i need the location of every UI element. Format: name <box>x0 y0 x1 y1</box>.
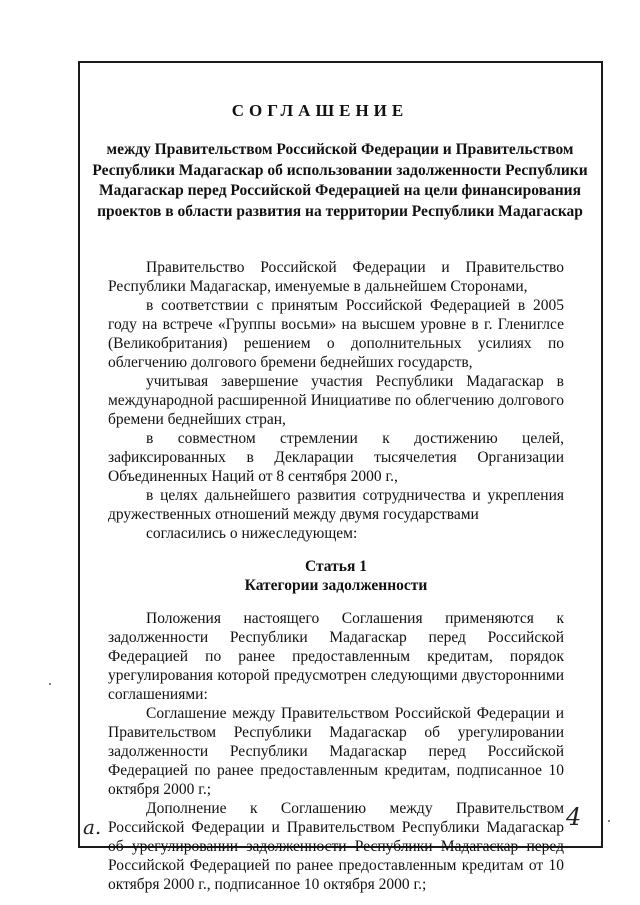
document-title: СОГЛАШЕНИЕ <box>231 101 409 120</box>
initials-signature-left: а. <box>83 815 102 839</box>
spacer <box>108 595 564 609</box>
initials-signature-right: 4 <box>566 803 582 831</box>
preamble-paragraph-4: в совместном стремлении к достижению целей, зафиксированных в Декларации тысячелетия Организации Объединенных Наций от 8 сентября 2000 г., <box>108 430 564 485</box>
article-number: Статья 1 <box>305 558 367 575</box>
article-paragraph-2: Соглашение между Правительством Российской Федерации и Правительством Республики Мадагаскар об урегулировании задолженности Республики Мадагаскар перед Российской Федерацией по ранее предоставленным кредитам, подписанное 10 октября 2000 г.; <box>108 705 564 798</box>
preamble-paragraph-3: учитывая завершение участия Республики Мадагаскар в международной расширенной Инициативе по облегчению долгового бремени беднейших стран, <box>108 373 564 428</box>
scan-speck <box>49 683 51 685</box>
preamble-paragraph-5: в целях дальнейшего развития сотрудничества и укрепления дружественных отношений между двумя государствами <box>108 487 564 523</box>
article-heading: Категории задолженности <box>244 577 428 594</box>
article-paragraph-1: Положения настоящего Соглашения применяются к задолженности Республики Мадагаскар перед Российской Федерацией по ранее предоставленным кредитам, порядок урегулирования которой предусмотрен следующими двусторонними соглашениями: <box>108 610 564 703</box>
document-body <box>108 258 564 894</box>
preamble-paragraph-6: согласились о нижеследующем: <box>146 525 358 542</box>
document-subtitle: между Правительством Российской Федерации и Правительством Республики Мадагаскар об использовании задолженности Республики Мадагаскар перед Российской Федерацией на цели финансирования проектов в области развития на территории Республики Мадагаскар <box>92 141 588 220</box>
spacer <box>108 543 564 557</box>
scan-speck <box>608 820 610 822</box>
preamble-paragraph-1: Правительство Российской Федерации и Правительство Республики Мадагаскар, именуемые в дальнейшем Сторонами, <box>108 259 564 295</box>
article-paragraph-3: Дополнение к Соглашению между Правительством Российской Федерации и Правительством Республики Мадагаскар об урегулировании задолженности Республики Мадагаскар перед Российской Федерацией по ранее предоставленным кредитам от 10 октября 2000 г., подписанное 10 октября 2000 г.; <box>108 800 564 893</box>
preamble-paragraph-2: в соответствии с принятым Российской Федерацией в 2005 году на встрече «Группы восьми» на высшем уровне в г. Глениглсе (Великобритания) решением о дополнительных усилиях по облегчению долгового бремени беднейших государств, <box>108 297 564 371</box>
